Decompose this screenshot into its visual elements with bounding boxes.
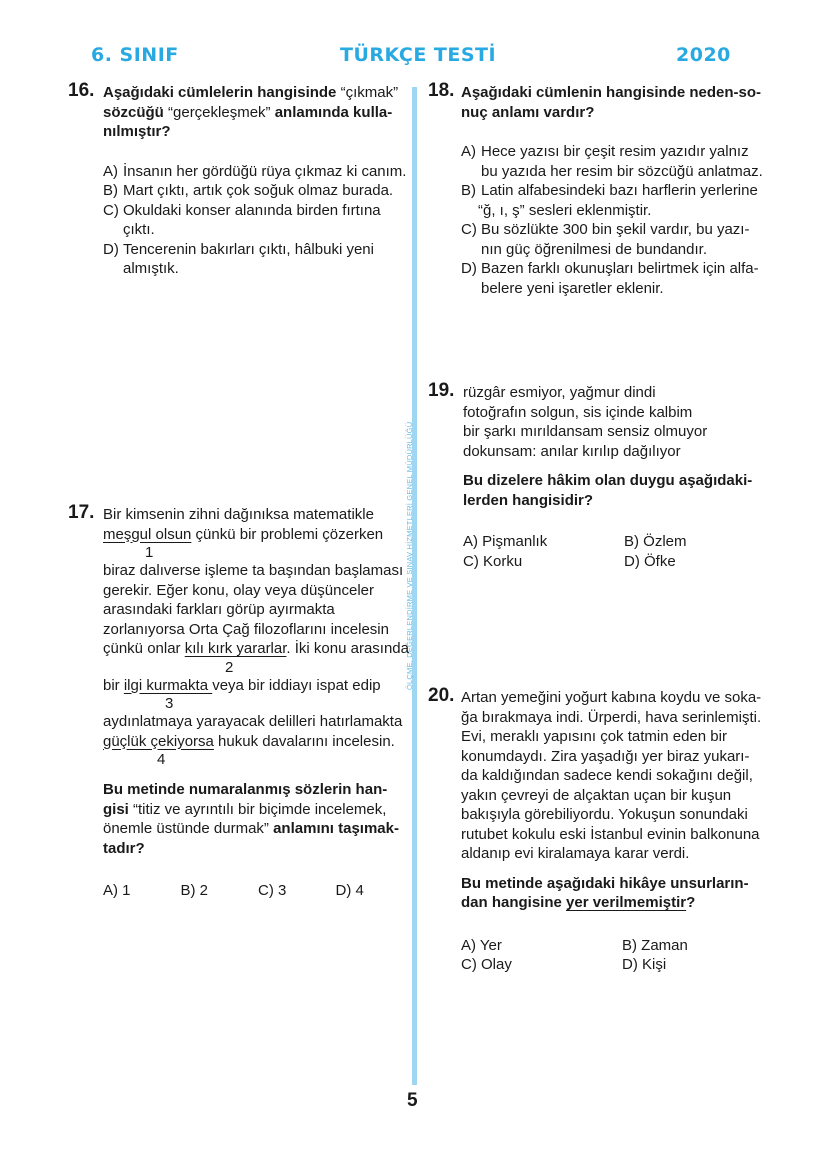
- options-list: [463, 532, 788, 571]
- option-c[interactable]: C) 3: [258, 882, 287, 899]
- option-a[interactable]: A) Pişmanlık: [463, 533, 548, 550]
- question-16: [68, 80, 413, 279]
- option-c[interactable]: C) Olay: [461, 956, 512, 973]
- options-list: [103, 162, 413, 279]
- option-b[interactable]: B) Latin alfabesindeki bazı harflerin yerlerine “ğ, ı, ş” sesleri eklenmiştir.: [461, 182, 758, 219]
- page-header: [0, 44, 828, 74]
- phrase-number-4: 4: [157, 751, 166, 768]
- option-b[interactable]: B) Zaman: [622, 936, 688, 954]
- phrase-number-3: 3: [165, 695, 174, 712]
- question-stem: Bu dizelere hâkim olan duygu aşağıdaki- lerden hangisidir?: [463, 472, 753, 509]
- grade-label: 6. SINIF: [91, 44, 179, 66]
- option-d[interactable]: D) Kişi: [622, 956, 667, 973]
- option-d[interactable]: D) Öfke: [624, 552, 676, 570]
- poem-lines: rüzgâr esmiyor, yağmur dindi fotoğrafın solgun, sis içinde kalbim bir şarkı mırıldansam sensiz olmuyor dokunsam: anılar kırılıp dağılıyor: [463, 384, 708, 460]
- emphasized-phrase: yer verilmemiştir: [566, 894, 687, 911]
- options-list: [461, 936, 788, 975]
- option-a[interactable]: A) Yer: [461, 936, 502, 954]
- question-stem: Aşağıdaki cümlenin hangisinde neden-so- nuç anlamı vardır?: [461, 84, 762, 121]
- year-label: 2020: [676, 44, 731, 66]
- question-passage: Bir kimsenin zihni dağınıksa matematikle meşgul olsun çünkü bir problemi çözerken 1 biraz dalıverse işleme ta başından başlaması gerekir. Eğer konu, olay veya düşünceler arasındaki farkları görüp ayırmakta zorlanıyorsa Orta Çağ filozoflarını incelesin çünkü onlar kılı kırk yararlar. İki konu arasında 2 bir ilgi kurmakta veya bir iddiayı ispat edip 3 aydınlatmaya yarayacak delilleri hatırlamakta güçlük çekiyorsa hukuk davalarını incelesin. 4 Bu metinde numaralanmış sözlerin han- gisi “titiz ve ayrıntılı bir biçimde incelemek, önemle üstünde durmak” anlamını taşımak- tadır? A) 1 B) 2 C) 3 D) 4: [103, 505, 413, 901]
- page-number: 5: [407, 1090, 418, 1111]
- question-17: [68, 502, 413, 901]
- option-d[interactable]: D) 4: [335, 882, 364, 899]
- question-number: 18.: [428, 80, 455, 101]
- underlined-phrase-4: güçlük çekiyorsa: [103, 732, 214, 750]
- option-a[interactable]: A) Hece yazısı bir çeşit resim yazıdır yalnız bu yazıda her resim bir sözcüğü anlatmaz.: [461, 143, 763, 180]
- option-b[interactable]: B) 2: [180, 882, 209, 899]
- question-18: [428, 80, 788, 298]
- underlined-phrase-1: meşgul olsun: [103, 525, 192, 543]
- option-a[interactable]: A) 1: [103, 882, 131, 899]
- question-stem: Bu metinde aşağıdaki hikâye unsurların- dan hangisine yer verilmemiştir?: [461, 874, 749, 911]
- option-c[interactable]: C) Bu sözlükte 300 bin şekil vardır, bu yazı- nın güç öğrenilmesi de bundandır.: [461, 221, 750, 258]
- question-stem: Bu metinde numaralanmış sözlerin han- gisi “titiz ve ayrıntılı bir biçimde incelemek, önemle üstünde durmak” anlamını taşımak- tadır?: [103, 781, 399, 857]
- publisher-vertical-text: ÖLÇME, DEĞERLENDİRME VE SINAV HİZMETLERİ GENEL MÜDÜRLÜĞÜ: [405, 421, 414, 690]
- question-20: [428, 685, 788, 975]
- question-stem: Aşağıdaki cümlelerin hangisinde “çıkmak” sözcüğü “gerçekleşmek” anlamında kulla- nılmıştır?: [103, 84, 399, 140]
- options-list: [103, 881, 413, 901]
- phrase-number-1: 1: [145, 544, 154, 561]
- option-c[interactable]: C) Korku: [463, 552, 523, 570]
- test-title: TÜRKÇE TESTİ: [340, 44, 497, 66]
- options-list: [461, 142, 788, 298]
- option-d[interactable]: D) Bazen farklı okunuşları belirtmek için alfa- belere yeni işaretler eklenir.: [461, 260, 759, 297]
- option-a[interactable]: A) İnsanın her gördüğü rüya çıkmaz ki canım.: [103, 162, 407, 180]
- option-c[interactable]: C) Okuldaki konser alanında birden fırtına çıktı.: [103, 201, 381, 238]
- option-b[interactable]: B) Özlem: [624, 533, 687, 550]
- question-number: 19.: [428, 380, 455, 401]
- question-19: [428, 380, 788, 571]
- question-passage: Artan yemeğini yoğurt kabına koydu ve soka- ğa bırakmaya indi. Ürperdi, hava serinlemişti. Evi, meraklı yapısını çok tatmin eden bir konumdaydı. Zira yaşadığı yer biraz yukarı- da kaldığından sadece kendi sokağını değil, yakın çevreyi de alçaktan uçan bir kuşun bakışıyla görebiliyordu. Yokuşun sonundaki rutubet kokulu eski İstanbul evinin balkonuna aldanıp evi kiralamaya karar verdi.: [461, 689, 762, 862]
- question-number: 20.: [428, 685, 455, 706]
- underlined-phrase-3: ilgi kurmakta: [123, 676, 213, 694]
- question-number: 16.: [68, 80, 95, 101]
- phrase-number-2: 2: [225, 658, 234, 676]
- option-b[interactable]: B) Mart çıktı, artık çok soğuk olmaz burada.: [103, 182, 394, 199]
- option-d[interactable]: D) Tencerenin bakırları çıktı, hâlbuki yeni almıştık.: [103, 240, 374, 277]
- underlined-phrase-2: kılı kırk yararlar: [184, 640, 287, 657]
- question-number: 17.: [68, 502, 95, 523]
